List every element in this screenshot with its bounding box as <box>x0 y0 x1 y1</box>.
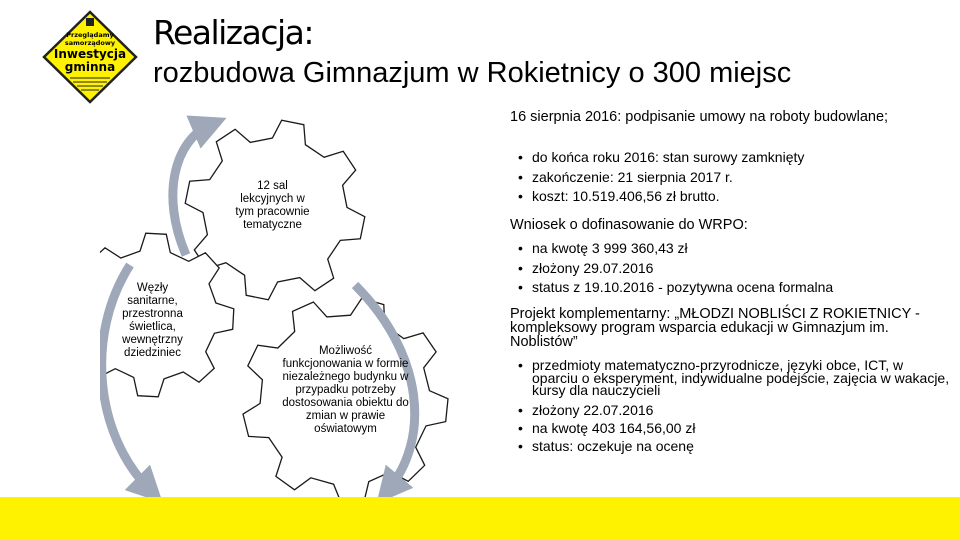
funding-list <box>510 239 950 298</box>
list-item: • koszt: 10.519.406,56 zł brutto. <box>510 187 940 207</box>
contract-section <box>510 109 890 204</box>
list-item: • status z 19.10.2016 - pozytywna ocena formalna <box>510 278 950 298</box>
coat-of-arms-icon <box>86 18 94 26</box>
gear-bottom-text: Możliwość funkcjonowania w formie niezależnego budynku w przypadku potrzeby dostosowania obiektu do zmian w prawie oświatowym <box>282 345 409 435</box>
funding-section <box>510 218 950 298</box>
gear-top-text: 12 sal lekcyjnych w tym pracownie tematyczne <box>235 180 310 231</box>
list-item: • status: oczekuje na ocenę <box>510 439 950 453</box>
list-item: • złożony 29.07.2016 <box>510 259 950 279</box>
contract-heading: 16 sierpnia 2016: podpisanie umowy na roboty budowlane; <box>510 109 889 125</box>
project-list <box>510 359 950 453</box>
list-item: • na kwotę 3 999 360,43 zł <box>510 239 950 259</box>
gear-left-text: Węzły sanitarne, przestronna świetlica, wewnętrzny dziedziniec <box>122 282 183 359</box>
investment-badge-logo <box>40 10 140 105</box>
page-subtitle: rozbudowa Gimnazjum w Rokietnicy o 300 miejsc <box>153 57 792 89</box>
project-section <box>510 307 950 457</box>
list-item: • złożony 22.07.2016 <box>510 403 950 417</box>
logo-line2: samorządowy <box>64 39 116 47</box>
list-item: • zakończenie: 21 sierpnia 2017 r. <box>510 168 940 188</box>
contract-list <box>510 148 940 207</box>
funding-heading: Wniosek o dofinasowanie do WRPO: <box>510 217 748 233</box>
logo-line3: Inwestycja <box>53 47 127 61</box>
logo-line4: gminna <box>64 60 116 74</box>
gears-diagram <box>100 105 490 510</box>
footer-accent-bar <box>0 497 960 540</box>
list-item: • przedmioty matematyczno-przyrodnicze, języki obce, ICT, w oparciu o eksperyment, indywidualne podejście, zajęcia w wakacje, kursy dla nauczycieli <box>510 359 950 397</box>
logo-line1: Przeglądamy <box>66 31 114 39</box>
page-title: Realizacja: <box>153 13 314 52</box>
project-heading: Projekt komplementarny: „MŁODZI NOBLIŚCI Z ROKIETNICY - kompleksowy program wsparcia edukacji w Gimnazjum im. Noblistów” <box>510 306 920 350</box>
list-item: • na kwotę 403 164,56,00 zł <box>510 421 950 435</box>
list-item: • do końca roku 2016: stan surowy zamknięty <box>510 148 940 168</box>
